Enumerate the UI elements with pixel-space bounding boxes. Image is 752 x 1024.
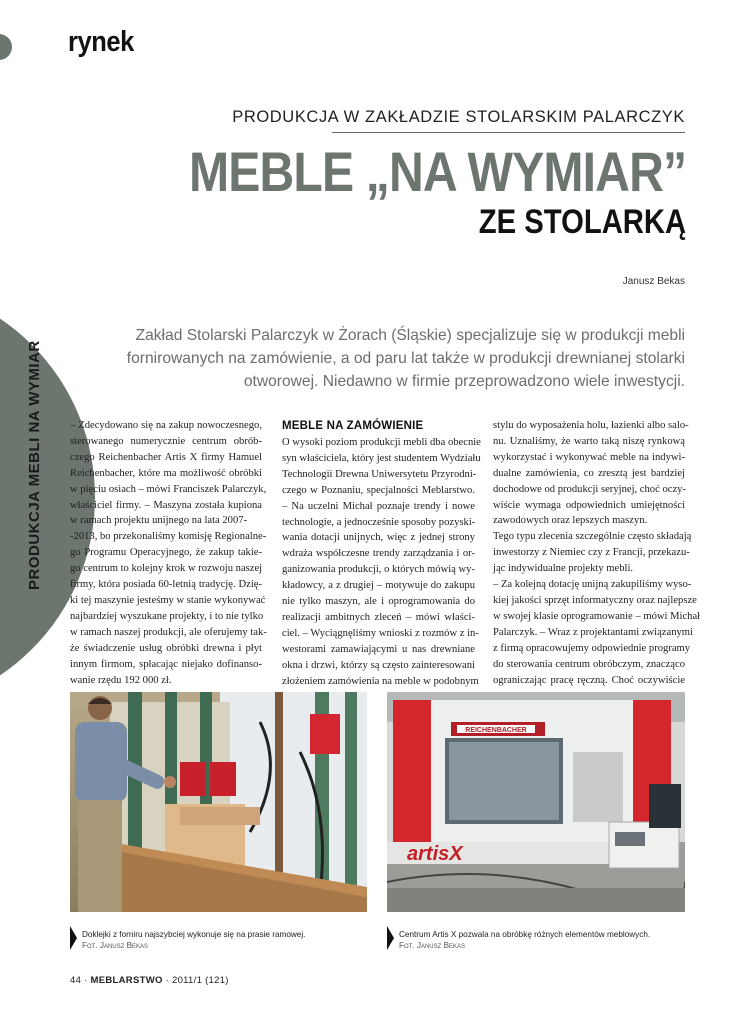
body-text-line: wdraża współczesne trendy zarządzania i or-: [282, 548, 475, 560]
body-text-line: do sterowania centrum obróbczym, znacząco: [493, 658, 685, 670]
body-text-line: sterowanego numerycznie centrum obrób-: [70, 435, 262, 447]
body-text-line: westorami zamawiającymi u nas drewniane: [282, 643, 475, 655]
body-text-line: firmy, która posiada 60-letnią tradycję. Dzię-: [70, 579, 262, 591]
body-text-line: najbardziej wyszukane projekty, i to nie tylko: [70, 610, 264, 622]
body-text-line: syn właściciela, który jest studentem Wydziału: [282, 452, 481, 464]
body-text-line: w ramach projektu unijnego na lata 2007-: [70, 515, 248, 527]
photo-credit: Fot. Janusz Bekas: [82, 941, 149, 950]
body-text-line: jąc indywidualne projekty mebli.: [493, 563, 634, 575]
text-column-2: [282, 418, 481, 690]
photo-credit: Fot. Janusz Bekas: [399, 941, 466, 950]
lead-line: otworowej. Niedawno w firmie przeprowadzono wiele inwestycji.: [243, 373, 685, 390]
body-text-line: wania dotacji unijnych, więc z jednej strony: [282, 532, 475, 544]
body-text-line: z firmą opracowujemy odpowiednie programy: [493, 642, 691, 654]
magazine-name: MEBLARSTWO: [90, 975, 163, 986]
section-tab-marker: [0, 34, 12, 60]
body-text-line: Tego typu zlecenia szczególnie często składają: [493, 531, 692, 543]
body-text-line: złożeniem zamówienia na meble w podobnym: [282, 675, 479, 687]
body-text-line: wanie rzędu 192 000 zł.: [70, 674, 172, 686]
photo-cnc-centre: [387, 692, 685, 912]
machine-model-logo: artisX: [407, 843, 463, 865]
body-text-line: Palarczyk. – Wraz z projektantami związanymi: [493, 626, 693, 638]
caption-text: Centrum Artis X pozwala na obróbkę różnych elementów meblowych.: [399, 930, 651, 939]
caption-marker: [70, 926, 77, 950]
body-text-line: okna i drzwi, którzy są często zainteresowani: [282, 659, 475, 671]
machine-brand-plate: REICHENBACHER: [465, 727, 527, 734]
body-text-line: innym firmom, spłacając niejako dofinanso-: [70, 658, 262, 670]
text-column-3: [493, 418, 701, 688]
cnc-machine-illustration: [387, 692, 685, 912]
lead-line: fornirowanych na zamówienie, a od paru lat także w produkcji drewnianej stolarki: [126, 350, 685, 367]
body-text-line: go centrum to kolejny krok w rozwoju naszej: [70, 563, 263, 575]
body-text-line: ki tej maszynie jesteśmy w stanie wykonywać: [70, 594, 266, 606]
body-text-line: stylu do wyposażenia holu, łazienki albo salo-: [493, 420, 689, 431]
article-headline: MEBLE „NA WYMIAR”: [188, 140, 686, 203]
body-text-line: – Za kolejną dotację unijną zakupiliśmy wyso-: [493, 579, 692, 591]
text-column-1: [70, 418, 267, 688]
body-text-line: kiej jakości sprzęt informatyczny oraz najlepsze: [493, 594, 697, 606]
article-kicker: PRODUKCJA W ZAKŁADZIE STOLARSKIM PALARCZYK: [232, 108, 685, 126]
kicker-divider: [332, 132, 685, 133]
body-text-line: ciel. – Wyciągnęliśmy wnioski z rozmów z in-: [282, 627, 479, 639]
body-text-line: Reichenbacher, które ma możliwość obróbki: [70, 467, 262, 479]
article-subheadline: ZE STOLARKĄ: [478, 203, 686, 241]
body-text-line: technologie, a jednocześnie sposoby pozyski-: [282, 516, 476, 528]
body-text-line: dochodowe od produkcji seryjnej, choć oczy-: [493, 483, 686, 495]
body-text-line: w pięciu osiach – mówi Franciszek Palarczyk,: [70, 483, 267, 495]
body-text-line: O wysoki poziom produkcji mebli dba obecnie: [282, 437, 481, 448]
article-author: Janusz Bekas: [622, 276, 685, 287]
body-text-line: w ramach naszej produkcji, ale oferujemy tak-: [70, 626, 267, 638]
body-text-line: ganizowania produkcji, o których mówią wy-: [282, 564, 475, 576]
body-text-line: nu. Uznaliśmy, że warto taką niszę rynkową: [493, 435, 685, 447]
body-text-line: – Na uczelni Michał poznaje trendy i nowe: [282, 500, 475, 512]
frame-press-illustration: [70, 692, 367, 912]
body-text-line: kładowcy, a z drugiej – motywuje do zakupu: [282, 580, 475, 592]
body-text-line: wykorzystać i wykonywać meble na indywi-: [493, 451, 685, 463]
body-text-line: zawodowych oraz lepszych maszyn.: [493, 515, 648, 527]
body-text-line: – Zdecydowano się na zakup nowoczesnego,: [70, 420, 262, 431]
body-text-line: w swojej klasie oprogramowanie – mówi Michał: [493, 610, 701, 622]
body-text-line: że świadczenie usług obróbki drewna i płyt: [70, 642, 262, 654]
body-text-line: czego Reichenbacher Artis X firmy Hamuel: [70, 451, 262, 463]
body-text-line: realizacji ambitnych zleceń – mówi właści-: [282, 611, 475, 623]
body-text-line: go Programu Operacyjnego, że zakup takie-: [70, 547, 262, 559]
photo1-caption: [82, 929, 367, 951]
caption-text: Doklejki z forniru najszybciej wykonuje się na prasie ramowej.: [82, 930, 306, 939]
side-vertical-label: PRODUKCJA MEBLI NA WYMIAR: [26, 340, 43, 590]
caption-marker: [387, 926, 394, 950]
body-text-line: wiście wymaga odpowiednich umiejętności: [493, 499, 685, 511]
body-text-line: właściciel firmy. – Maszyna została kupiona: [70, 499, 262, 511]
photo-frame-press: [70, 692, 367, 912]
lead-line: Zakład Stolarski Palarczyk w Żorach (Śląskie) specjalizuje się w produkcji mebli: [135, 327, 685, 344]
body-text-line: inwestorzy z Niemiec czy z Francji, przekazu-: [493, 547, 690, 559]
issue-number: 2011/1 (121): [172, 975, 229, 986]
body-text-line: ograniczając pracę ręczną. Choć oczywiście: [493, 674, 685, 686]
page-footer: 44 · MEBLARSTWO · 2011/1 (121): [70, 975, 229, 986]
page-number: 44: [70, 975, 82, 986]
body-text-line: Technologii Drewna Uniwersytetu Przyrodni-: [282, 468, 477, 480]
body-text-line: czego w Poznaniu, specjalności Meblarstwo.: [282, 484, 475, 496]
body-text-line: -2013, bo przekonaliśmy komisję Regionalne-: [70, 531, 267, 543]
body-text-line: nie tylko maszyn, ale i oprogramowania do: [282, 596, 475, 608]
photo2-caption: [399, 929, 689, 951]
body-text-line: dualne zamówienia, co zresztą jest bardziej: [493, 467, 685, 479]
column-subheading: MEBLE NA ZAMÓWIENIE: [282, 420, 424, 432]
article-lead: [125, 324, 685, 393]
section-label: rynek: [68, 26, 134, 58]
